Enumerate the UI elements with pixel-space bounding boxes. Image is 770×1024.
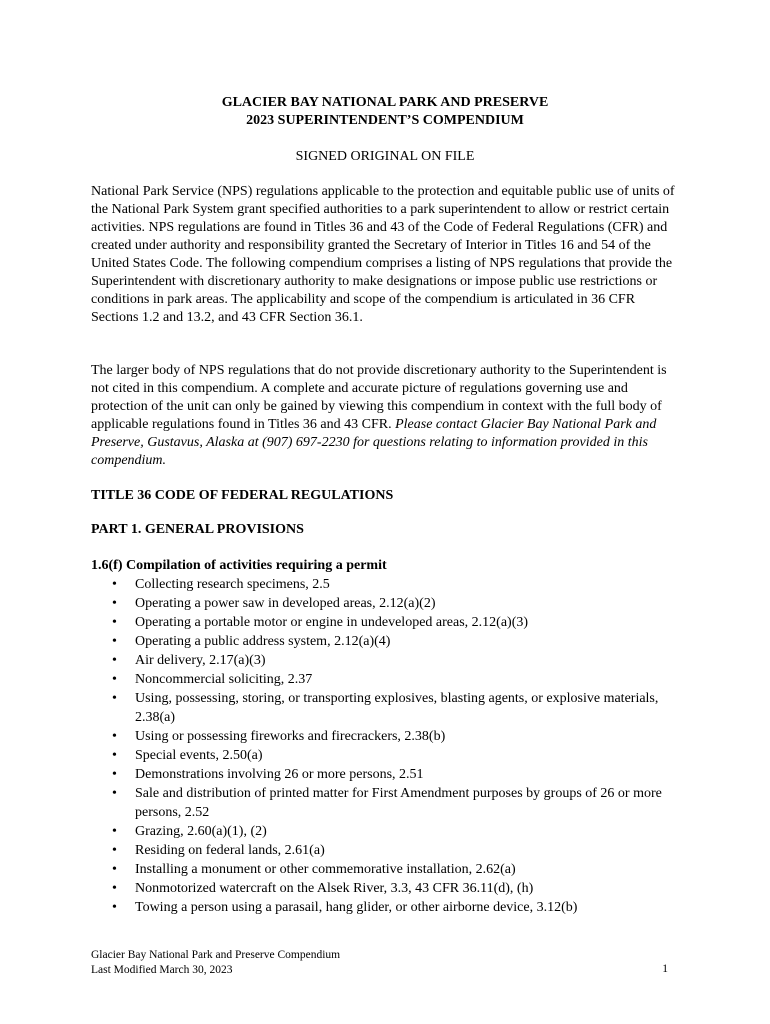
document-title-line1: GLACIER BAY NATIONAL PARK AND PRESERVE xyxy=(221,95,549,110)
intro-paragraph-2-text: The larger body of NPS regulations that do not provide discretionary authority to the Superintendent is not cited in this compendium. A complete and accurate picture of regulations governing use and protection of the unit can only be gained by viewing this compendium in context with the full body of applicable regulations found in Titles 36 and 43 CFR. xyxy=(91,363,667,432)
list-item: • Grazing, 2.60(a)(1), (2) xyxy=(91,822,681,841)
list-item: • Residing on federal lands, 2.61(a) xyxy=(91,841,681,860)
intro-paragraph-1: National Park Service (NPS) regulations applicable to the protection and equitable public use of units of the National Park System grant specified authorities to a park superintendent to allow or restrict certain activities. NPS regulations are found in Titles 36 and 43 of the Code of Federal Regulations (CFR) and created under authority and responsibility granted the Secretary of Interior in Titles 16 and 54 of the United States Code. The following compendium comprises a listing of NPS regulations that provide the Superintendent with discretionary authority to make designations or impose public use restrictions or conditions in park areas. The applicability and scope of the compendium is articulated in 36 CFR Sections 1.2 and 13.2, and 43 CFR Section 36.1. xyxy=(91,184,675,325)
section-1-6f-heading: 1.6(f) Compilation of activities requiring a permit xyxy=(91,558,387,573)
list-item: • Air delivery, 2.17(a)(3) xyxy=(91,651,681,670)
list-item: • Operating a power saw in developed areas, 2.12(a)(2) xyxy=(91,594,681,613)
permit-activities-list xyxy=(91,575,681,917)
list-item: • Special events, 2.50(a) xyxy=(91,746,681,765)
list-item: • Sale and distribution of printed matter for First Amendment purposes by groups of 26 or more persons, 2.52 xyxy=(91,784,681,822)
list-item: • Nonmotorized watercraft on the Alsek River, 3.3, 43 CFR 36.11(d), (h) xyxy=(91,879,681,898)
list-item: • Noncommercial soliciting, 2.37 xyxy=(91,670,681,689)
contact-note: Please contact Glacier Bay National Park and Preserve, Gustavus, Alaska at (907) 697-2230 for questions relating to information provided in this compendium. xyxy=(91,417,657,468)
list-item: • Demonstrations involving 26 or more persons, 2.51 xyxy=(91,765,681,784)
list-item: • Operating a public address system, 2.12(a)(4) xyxy=(91,632,681,651)
list-item: • Using, possessing, storing, or transporting explosives, blasting agents, or explosive materials, 2.38(a) xyxy=(91,689,681,727)
footer-last-modified: Last Modified March 30, 2023 xyxy=(91,964,233,976)
document-title-line2: 2023 SUPERINTENDENT’S COMPENDIUM xyxy=(246,113,524,128)
signed-original-note: SIGNED ORIGINAL ON FILE xyxy=(295,149,475,164)
list-item: • Collecting research specimens, 2.5 xyxy=(91,575,681,594)
list-item: • Using or possessing fireworks and firecrackers, 2.38(b) xyxy=(91,727,681,746)
title-36-heading: TITLE 36 CODE OF FEDERAL REGULATIONS xyxy=(91,488,394,503)
list-item: • Installing a monument or other commemorative installation, 2.62(a) xyxy=(91,860,681,879)
footer-compendium-title: Glacier Bay National Park and Preserve Compendium xyxy=(91,949,341,961)
page-number: 1 xyxy=(662,963,668,975)
part-1-heading: PART 1. GENERAL PROVISIONS xyxy=(91,522,304,537)
list-item: • Operating a portable motor or engine in undeveloped areas, 2.12(a)(3) xyxy=(91,613,681,632)
intro-paragraph-2 xyxy=(91,362,681,470)
list-item: • Towing a person using a parasail, hang glider, or other airborne device, 3.12(b) xyxy=(91,898,681,917)
